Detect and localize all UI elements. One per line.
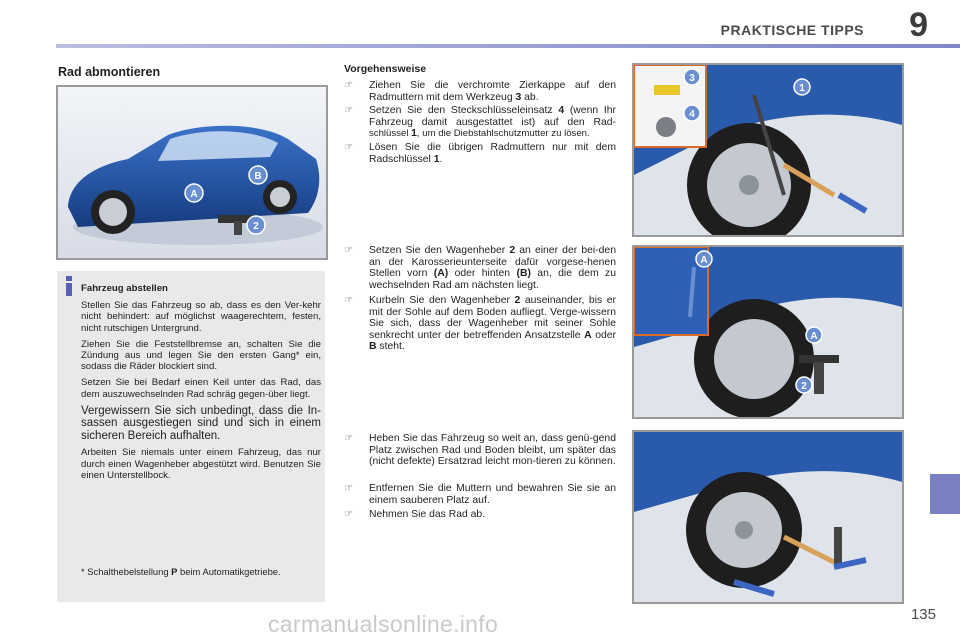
chapter-title: PRAKTISCHE TIPPS	[720, 22, 864, 38]
bullet-hand-icon: ☞	[344, 105, 353, 116]
procedure-title: Vorgehensweise	[344, 63, 427, 75]
info-heading: Fahrzeug abstellen	[81, 283, 168, 294]
callout-a-jack: A	[810, 331, 818, 342]
wheel-nut-removal-photo	[632, 63, 904, 237]
step-6: ☞ Heben Sie das Fahrzeug so weit an, dass genü-gend Platz zwischen Rad und Boden bleibt, um später das (nicht defekte) Ersatzrad leicht mon-tieren zu können.	[344, 433, 616, 468]
callout-4: 4	[689, 109, 695, 120]
callout-a-inset: A	[700, 255, 708, 266]
footnote-text-end: beim Automatikgetriebe.	[177, 566, 281, 577]
header-rule	[56, 44, 960, 48]
bullet-hand-icon: ☞	[344, 509, 353, 520]
step-8: ☞ Nehmen Sie das Rad ab.	[344, 509, 486, 520]
callout-2-jack: 2	[801, 381, 807, 392]
info-paragraph: Ziehen Sie die Feststellbremse an, schalten Sie die Zündung aus und legen Sie den ersten Gang* ein, sodass die Räder blockiert sind.	[81, 338, 321, 373]
bullet-hand-icon: ☞	[344, 433, 353, 444]
info-box-content	[81, 283, 321, 486]
callout-2: 2	[253, 221, 259, 232]
info-icon	[66, 276, 72, 296]
info-paragraph-emphasis: Vergewissern Sie sich unbedingt, dass die In-sassen ausgestiegen sind und sich in einem sicheren Bereich aufhalten.	[81, 404, 321, 442]
wheel-removal-photo	[632, 430, 904, 604]
callout-1: 1	[799, 83, 805, 94]
step-2: ☞ Setzen Sie den Steckschlüsseleinsatz 4 (wenn Ihr Fahrzeug damit ausgestattet ist) auf den Rad-schlüssel 1, um die Diebstahlschutzmutter zu lösen.	[344, 105, 616, 140]
step-7: ☞ Entfernen Sie die Muttern und bewahren Sie sie an einem sauberen Platz auf.	[344, 483, 616, 506]
watermark[interactable]: carmanualsonline.info	[268, 611, 499, 637]
callout-b: B	[254, 171, 262, 182]
info-paragraph: Stellen Sie das Fahrzeug so ab, dass es den Ver-kehr nicht behindert: auf möglichst waagerechtem, festen, nicht rutschigen Untergrund.	[81, 300, 321, 334]
callout-3: 3	[689, 73, 695, 84]
footnote-text: * Schalthebelstellung	[81, 566, 172, 577]
callout-a: A	[190, 189, 198, 200]
step-1: ☞ Ziehen Sie die verchromte Zierkappe auf den Radmuttern mit dem Werkzeug 3 ab.	[344, 80, 616, 103]
step-5: ☞ Kurbeln Sie den Wagenheber 2 auseinander, bis er mit der Sohle auf dem Boden aufliegt. Verge-wissern Sie sich, dass der Wagenheber mit seiner Sohle senkrecht unter der betreffenden Ansatzstelle A oder B steht.	[344, 295, 617, 353]
chapter-number: 9	[909, 6, 928, 44]
car-jack-illustration	[56, 85, 328, 260]
info-paragraph: Setzen Sie bei Bedarf einen Keil unter das Rad, das dem auszuwechselnden Rad schräg gegen-über liegt.	[81, 377, 321, 400]
bullet-hand-icon: ☞	[344, 483, 353, 494]
chapter-side-tab[interactable]	[930, 474, 960, 514]
bullet-hand-icon: ☞	[344, 80, 353, 91]
section-title: Rad abmontieren	[58, 65, 161, 79]
page-number: 135	[910, 606, 936, 623]
footnote-gear: P	[171, 566, 178, 577]
bullet-hand-icon: ☞	[344, 142, 353, 153]
step-3: ☞ Lösen Sie die übrigen Radmuttern nur mit dem Radschlüssel 1.	[344, 142, 616, 165]
footnote	[81, 566, 325, 577]
step-4: ☞ Setzen Sie den Wagenheber 2 an einer der bei-den an der Karosserieunterseite dafür vorgese-henen Stellen vorn (A) oder hinten (B) an, die dem zu wechselnden Rad am nächsten liegt.	[344, 245, 616, 291]
bullet-hand-icon: ☞	[344, 295, 353, 306]
jack-placement-photo	[632, 245, 904, 419]
info-paragraph: Arbeiten Sie niemals unter einem Fahrzeug, das nur durch einen Wagenheber abgestützt wird. Benutzen Sie einen Unterstellbock.	[81, 447, 321, 481]
bullet-hand-icon: ☞	[344, 245, 353, 256]
